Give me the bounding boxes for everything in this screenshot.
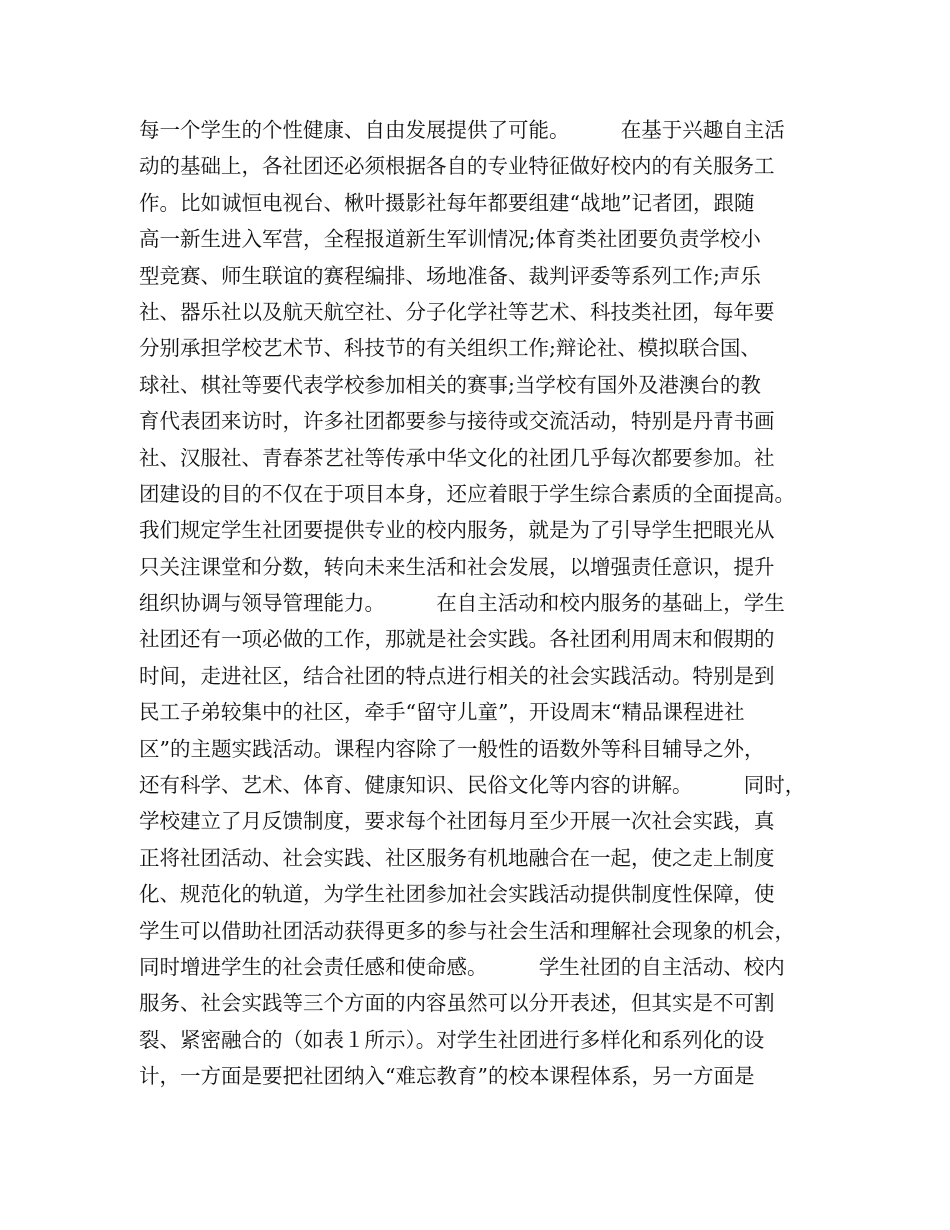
text-line: 时间，走进社区，结合社团的特点进行相关的社会实践活动。特别是到: [139, 663, 775, 688]
text-line: 育代表团来访时，许多社团都要参与接待或交流活动，特别是丹青书画: [139, 409, 775, 434]
text-line: 区”的主题实践活动。课程内容除了一般性的语数外等科目辅导之外，: [139, 736, 765, 761]
text-line: 同时增进学生的社会责任感和使命感。 学生社团的自主活动、校内: [139, 954, 785, 979]
text-line: 服务、社会实践等三个方面的内容虽然可以分开表述，但其实是不可割: [139, 991, 775, 1016]
text-line: 民工子弟较集中的社区，牵手“留守儿童”，开设周末“精品课程进社: [139, 700, 745, 725]
body-text: [139, 112, 829, 1095]
text-line: 每一个学生的个性健康、自由发展提供了可能。 在基于兴趣自主活: [139, 118, 785, 142]
text-line: 只关注课堂和分数，转向未来生活和社会发展，以增强责任意识，提升: [139, 554, 775, 579]
text-line: 计，一方面是要把社团纳入“难忘教育”的校本课程体系，另一方面是: [139, 1064, 755, 1089]
text-line: 裂、紧密融合的（如表１所示）。对学生社团进行多样化和系列化的设: [139, 1027, 765, 1052]
text-line: 组织协调与领导管理能力。 在自主活动和校内服务的基础上，学生: [139, 591, 785, 616]
text-line: 作。比如诚恒电视台、楸叶摄影社每年都要组建“战地”记者团，跟随: [139, 190, 755, 215]
text-line: 高一新生进入军营，全程报道新生军训情况;体育类社团要负责学校小: [139, 227, 761, 252]
text-line: 动的基础上，各社团还必须根据各自的专业特征做好校内的有关服务工: [139, 154, 775, 179]
text-line: 我们规定学生社团要提供专业的校内服务，就是为了引导学生把眼光从: [139, 518, 775, 543]
text-line: 学生可以借助社团活动获得更多的参与社会生活和理解社会现象的机会，: [139, 918, 795, 943]
text-line: 还有科学、艺术、体育、健康知识、民俗文化等内容的讲解。 同时，: [139, 773, 806, 798]
text-line: 社团还有一项必做的工作，那就是社会实践。各社团利用周末和假期的: [139, 627, 775, 652]
text-line: 社、器乐社以及航天航空社、分子化学社等艺术、科技类社团，每年要: [139, 299, 775, 324]
text-line: 分别承担学校艺术节、科技节的有关组织工作;辩论社、模拟联合国、: [139, 336, 761, 361]
text-line: 球社、棋社等要代表学校参加相关的赛事;当学校有国外及港澳台的教: [139, 372, 761, 397]
text-line: 型竞赛、师生联谊的赛程编排、场地准备、裁判评委等系列工作;声乐: [139, 263, 761, 288]
text-line: 社、汉服社、青春茶艺社等传承中华文化的社团几乎每次都要参加。社: [139, 445, 775, 470]
text-line: 化、规范化的轨道，为学生社团参加社会实践活动提供制度性保障，使: [139, 882, 775, 907]
text-line: 正将社团活动、社会实践、社区服务有机地融合在一起，使之走上制度: [139, 845, 775, 870]
text-line: 团建设的目的不仅在于项目本身，还应着眼于学生综合素质的全面提高。: [139, 481, 795, 506]
text-line: 学校建立了月反馈制度，要求每个社团每月至少开展一次社会实践，真: [139, 809, 775, 834]
